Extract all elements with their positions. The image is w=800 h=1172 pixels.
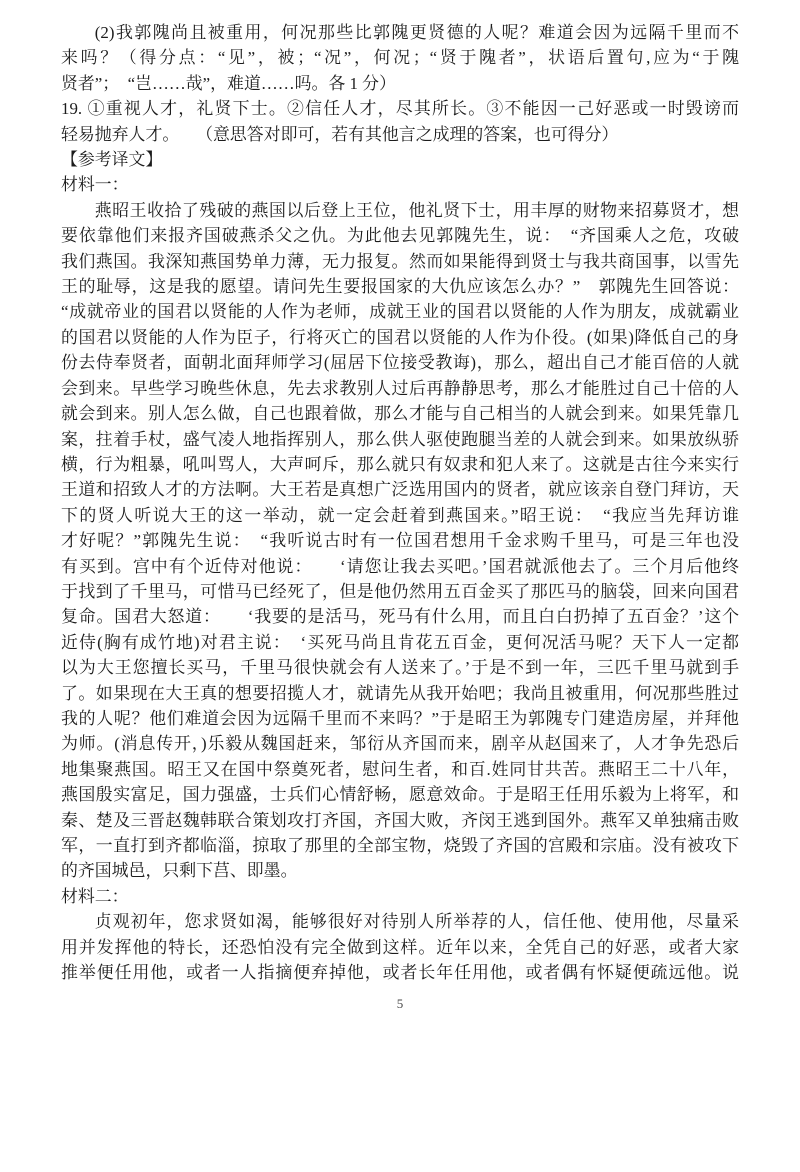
text-line: 王的耻辱，这是我的愿望。请问先生要报国家的大仇应该怎么办？” 郭隗先生回答说： — [61, 277, 739, 297]
text-line: 为师。(消息传开，)乐毅从魏国赶来，邹衍从齐国而来，剧辛从赵国来了，人才争先恐后 — [61, 734, 739, 754]
text-line: 推举便任用他，或者一人指摘便弃掉他，或者长年任用他，或者偶有怀疑便疏远他。说 — [61, 963, 739, 983]
text-line: 轻易抛弃人才。 （意思答对即可，若有其他言之成理的答案，也可得分） — [61, 124, 619, 144]
text-line: 近侍(胸有成竹地)对君主说： ‘买死马尚且肯花五百金，更何况活马呢？天下人一定都 — [61, 632, 739, 652]
text-line: 案，拄着手杖，盛气凌人地指挥别人，那么供人驱使跑腿当差的人就会到来。如果放纵骄 — [61, 429, 739, 449]
text-line: 才好呢？”郭隗先生说： “我听说古时有一位国君想用千金求购千里马，可是三年也没 — [61, 531, 739, 551]
text-line: 【参考译文】 — [61, 150, 163, 170]
text-line: 于找到了千里马，可惜马已经死了，但是他仍然用五百金买了那匹马的脑袋，回来向国君 — [61, 581, 739, 601]
text-line: 军，一直打到齐都临淄，掠取了那里的全部宝物，烧毁了齐国的宫殿和宗庙。没有被攻下 — [61, 836, 739, 855]
text-line: 来吗？（得分点：“见”，被；“况”，何况；“贤于隗者”，状语后置句,应为“于隗 — [61, 48, 739, 68]
text-line: 要依靠他们来报齐国破燕杀父之仇。为此他去见郭隗先生，说： “齐国乘人之危，攻破 — [61, 226, 739, 246]
text-line: 我们燕国。我深知燕国势单力薄，无力报复。然而如果能得到贤士与我共商国事，以雪先 — [61, 251, 739, 271]
text-line: 了。如果现在大王真的想要招揽人才，就请先从我开始吧；我尚且被重用，何况那些胜过 — [61, 683, 739, 703]
text-line: 秦、楚及三晋赵魏韩联合策划攻打齐国，齐国大败，齐闵王逃到国外。燕军又单独痛击败 — [61, 810, 739, 830]
text-line: 燕国殷实富足，国力强盛，士兵们心情舒畅，愿意效命。于是昭王任用乐毅为上将军，和 — [61, 785, 739, 805]
text-line: “成就帝业的国君以贤能的人作为老师，成就王业的国君以贤能的人作为朋友，成就霸业 — [61, 302, 739, 322]
text-line: (2)我郭隗尚且被重用，何况那些比郭隗更贤德的人呢？难道会因为远隔千里而不 — [94, 23, 739, 42]
page-number: 5 — [396, 996, 404, 1011]
text-line: 地集聚燕国。昭王又在国中祭奠死者，慰问生者，和百.姓同甘共苦。燕昭王二十八年， — [61, 759, 739, 779]
text-line: 材料一： — [61, 175, 129, 195]
text-line: 会到来。早些学习晚些休息，先去求教别人过后再静静思考，那么才能胜过自己十倍的人 — [61, 378, 739, 398]
text-line: 王道和招致人才的方法啊。大王若是真想广泛选用国内的贤者，就应该亲自登门拜访，天 — [61, 480, 739, 500]
text-line: 就会到来。别人怎么做，自己也跟着做，那么才能与自己相当的人就会到来。如果凭靠几 — [61, 404, 739, 424]
text-line: 材料二： — [61, 886, 129, 906]
text-line: 复命。国君大怒道： ‘我要的是活马，死马有什么用，而且白白扔掉了五百金？’这个 — [61, 607, 739, 627]
text-line: 用并发挥他的特长，还恐怕没有完全做到这样。近年以来，全凭自己的好恶，或者大家 — [61, 937, 739, 957]
text-line: 份去侍奉贤者，面朝北面拜师学习(屈居下位接受教诲)，那么，超出自己才能百倍的人就 — [61, 353, 739, 373]
text-line: 贞观初年，您求贤如渴，能够很好对待别人所举荐的人，信任他、使用他，尽量采 — [94, 912, 739, 932]
text-line: 燕昭王收拾了残破的燕国以后登上王位，他礼贤下士，用丰厚的财物来招募贤才，想 — [94, 200, 739, 220]
text-line: 以为大王您擅长买马，千里马很快就会有人送来了。’于是不到一年，三匹千里马就到手 — [61, 658, 739, 678]
text-line: 贤者”； “岂……哉”，难道……吗。各 1 分） — [61, 73, 396, 93]
text-line: 有买到。宫中有个近侍对他说： ‘请您让我去买吧。’国君就派他去了。三个月后他终 — [61, 556, 739, 576]
text-line: 下的贤人听说大王的这一举动，就一定会赶着到燕国来。”昭王说： “我应当先拜访谁 — [61, 505, 739, 525]
text-line: 19. ①重视人才，礼贤下士。②信任人才，尽其所长。③不能因一己好恶或一时毁谤而 — [61, 99, 739, 119]
text-line: 我的人呢？他们难道会因为远隔千里而不来吗？”于是昭王为郭隗专门建造房屋，并拜他 — [61, 708, 739, 728]
text-line: 横，行为粗暴，吼叫骂人，大声呵斥，那么就只有奴隶和犯人来了。这就是古往今来实行 — [61, 454, 739, 474]
document-body — [61, 20, 739, 985]
text-line: 的国君以贤能的人作为臣子，行将灭亡的国君以贤能的人作为仆役。(如果)降低自己的身 — [61, 327, 739, 347]
text-line: 的齐国城邑，只剩下莒、即墨。 — [61, 861, 298, 881]
